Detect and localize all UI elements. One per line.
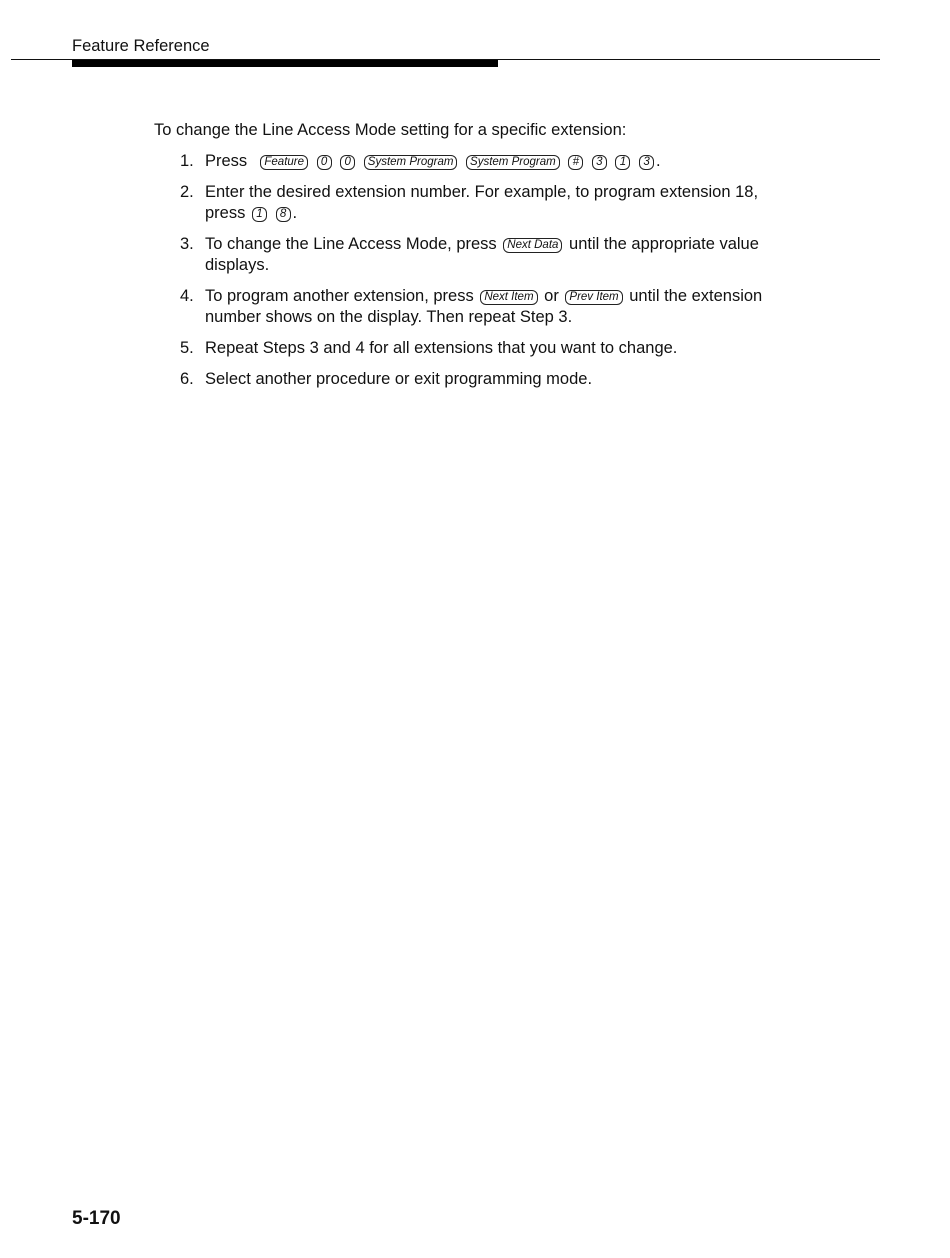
step-4 — [154, 286, 774, 328]
intro-text: To change the Line Access Mode setting for a specific extension: — [154, 121, 627, 139]
header-bar — [72, 60, 498, 67]
digit-0-key: 0 — [317, 155, 332, 170]
step-text: To program another extension, press — [205, 287, 474, 305]
step-number: 3. — [180, 235, 194, 253]
step-3 — [154, 234, 774, 276]
procedure-steps — [154, 151, 774, 400]
feature-key: Feature — [260, 155, 308, 170]
step-number: 6. — [180, 370, 194, 388]
digit-8-key: 8 — [276, 207, 291, 222]
pound-key: # — [568, 155, 583, 170]
step-text-continued: until the appropriate value displays. — [205, 235, 759, 274]
step-6 — [154, 369, 774, 390]
step-number: 2. — [180, 183, 194, 201]
step-text-or: or — [544, 287, 559, 305]
digit-1-key: 1 — [615, 155, 630, 170]
step-5 — [154, 338, 774, 359]
digit-3-key: 3 — [639, 155, 654, 170]
running-header: Feature Reference — [72, 37, 210, 55]
next-item-key: Next Item — [480, 290, 537, 305]
step-text: Repeat Steps 3 and 4 for all extensions that you want to change. — [205, 339, 678, 357]
system-program-key: System Program — [466, 155, 560, 170]
step-number: 1. — [180, 152, 194, 170]
digit-0-key: 0 — [340, 155, 355, 170]
step-1 — [154, 151, 774, 172]
digit-1-key: 1 — [252, 207, 267, 222]
step-number: 4. — [180, 287, 194, 305]
prev-item-key: Prev Item — [565, 290, 622, 305]
step-text: Select another procedure or exit programming mode. — [205, 370, 593, 388]
step-2 — [154, 182, 774, 224]
step-punctuation: . — [292, 204, 298, 222]
step-text: To change the Line Access Mode, press — [205, 235, 497, 253]
step-number: 5. — [180, 339, 194, 357]
page-number: 5-170 — [72, 1208, 121, 1229]
step-punctuation: . — [656, 152, 661, 170]
next-data-key: Next Data — [503, 238, 562, 253]
step-text: Enter the desired extension number. For example, to program extension 18, press — [205, 183, 759, 222]
digit-3-key: 3 — [592, 155, 607, 170]
step-text-continued: until the extension number shows on the display. Then repeat Step 3. — [205, 287, 763, 326]
step-text: Press — [205, 152, 248, 170]
system-program-key: System Program — [364, 155, 458, 170]
